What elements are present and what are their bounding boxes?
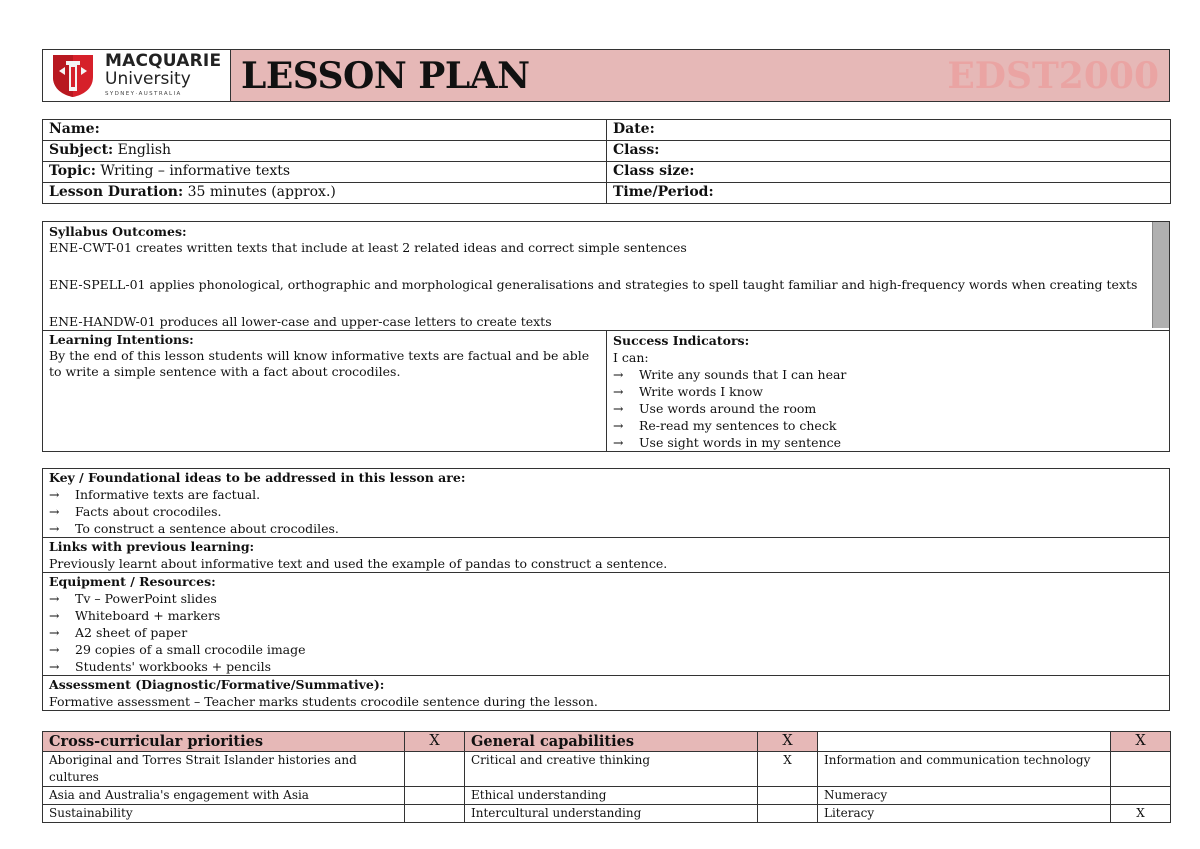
duration-field[interactable] <box>43 183 607 204</box>
date-label: Date: <box>613 121 655 137</box>
check-cell[interactable] <box>758 805 818 823</box>
lesson-plan-header <box>42 49 1170 102</box>
list-item-text: Use words around the room <box>639 401 817 416</box>
table-row <box>43 162 1171 183</box>
capability-cell: Ethical understanding <box>465 787 758 805</box>
equipment-heading: Equipment / Resources: <box>49 574 216 589</box>
logo-location: SYDNEY·AUSTRALIA <box>105 91 182 98</box>
time-period-label: Time/Period: <box>613 184 714 200</box>
topic-field[interactable] <box>43 162 607 183</box>
column-mark: X <box>758 732 818 752</box>
table-row <box>43 141 1171 162</box>
list-item <box>49 641 1163 658</box>
list-item-text: A2 sheet of paper <box>75 625 188 640</box>
capability-cell: Literacy <box>818 805 1111 823</box>
list-item-text: Write any sounds that I can hear <box>639 367 847 382</box>
check-cell[interactable] <box>1111 752 1171 787</box>
priority-cell: Asia and Australia's engagement with Asia <box>43 787 405 805</box>
priority-cell: Sustainability <box>43 805 405 823</box>
arrow-right-icon: → <box>49 591 60 606</box>
outcomes-section <box>42 221 1170 452</box>
previous-learning-heading: Links with previous learning: <box>49 539 255 554</box>
arrow-right-icon: → <box>49 487 60 502</box>
course-code: EDST2000 <box>947 54 1159 97</box>
column-mark: X <box>405 732 465 752</box>
list-item-text: Facts about crocodiles. <box>75 504 222 519</box>
list-item <box>613 366 1163 383</box>
time-period-field[interactable] <box>607 183 1171 204</box>
priorities-table <box>42 731 1171 823</box>
capability-cell: Intercultural understanding <box>465 805 758 823</box>
table-row <box>43 120 1171 141</box>
arrow-right-icon: → <box>49 642 60 657</box>
assessment-box[interactable] <box>43 676 1169 710</box>
capability-cell: Critical and creative thinking <box>465 752 758 787</box>
list-item <box>49 503 1163 520</box>
university-logo <box>43 50 231 101</box>
check-cell[interactable] <box>405 787 465 805</box>
list-item <box>613 417 1163 434</box>
outcome-item: ENE-HANDW-01 produces all lower-case and upper-case letters to create texts <box>49 314 552 329</box>
previous-learning-text: Previously learnt about informative text and used the example of pandas to construct a sentence. <box>49 556 668 571</box>
list-item <box>49 486 1163 503</box>
learning-intentions-heading: Learning Intentions: <box>49 332 194 347</box>
list-item <box>49 520 1163 537</box>
learning-intentions-text: By the end of this lesson students will know informative texts are factual and be able to write a simple sentence with a fact about crocodiles. <box>49 348 590 379</box>
arrow-right-icon: → <box>49 659 60 674</box>
arrow-right-icon: → <box>49 521 60 536</box>
table-row <box>43 183 1171 204</box>
list-item-text: Students' workbooks + pencils <box>75 659 272 674</box>
arrow-right-icon: → <box>613 384 624 399</box>
logo-wordmark-bottom: University <box>105 69 191 90</box>
subject-label: Subject: <box>49 142 114 158</box>
learning-intentions-box <box>43 331 607 451</box>
scrollbar[interactable] <box>1152 222 1169 328</box>
list-item <box>49 607 1163 624</box>
list-item-text: Re-read my sentences to check <box>639 418 837 433</box>
university-crest-icon <box>49 53 97 98</box>
syllabus-outcomes-heading: Syllabus Outcomes: <box>49 224 187 239</box>
table-header-row <box>43 732 1171 752</box>
arrow-right-icon: → <box>49 504 60 519</box>
arrow-right-icon: → <box>613 367 624 382</box>
list-item-text: Informative texts are factual. <box>75 487 261 502</box>
date-field[interactable] <box>607 120 1171 141</box>
class-field[interactable] <box>607 141 1171 162</box>
class-label: Class: <box>613 142 660 158</box>
outcome-item: ENE-CWT-01 creates written texts that include at least 2 related ideas and correct simple sentences <box>49 240 687 255</box>
list-item-text: Whiteboard + markers <box>75 608 221 623</box>
list-item <box>613 400 1163 417</box>
arrow-right-icon: → <box>49 608 60 623</box>
list-item <box>613 434 1163 451</box>
lesson-details-table <box>42 119 1171 204</box>
check-cell[interactable]: X <box>758 752 818 787</box>
topic-label: Topic: <box>49 163 96 179</box>
check-cell[interactable] <box>405 752 465 787</box>
name-label: Name: <box>49 121 100 137</box>
title-bar <box>231 50 1169 101</box>
syllabus-outcomes-box[interactable] <box>43 222 1169 330</box>
list-item-text: Write words I know <box>639 384 764 399</box>
topic-value: Writing – informative texts <box>95 163 291 179</box>
list-item-text: Use sight words in my sentence <box>639 435 842 450</box>
success-indicators-box <box>607 331 1169 451</box>
previous-learning-box[interactable] <box>43 538 1169 573</box>
list-item-text: 29 copies of a small crocodile image <box>75 642 306 657</box>
check-cell[interactable] <box>1111 787 1171 805</box>
check-cell[interactable] <box>405 805 465 823</box>
assessment-heading: Assessment (Diagnostic/Formative/Summative): <box>49 677 385 692</box>
list-item-text: To construct a sentence about crocodiles. <box>75 521 339 536</box>
logo-wordmark-top: MACQUARIE <box>105 51 222 72</box>
lesson-content-section <box>42 468 1170 711</box>
check-cell[interactable] <box>758 787 818 805</box>
subject-field[interactable] <box>43 141 607 162</box>
class-size-label: Class size: <box>613 163 695 179</box>
capability-cell: Numeracy <box>818 787 1111 805</box>
cross-curricular-heading: Cross-curricular priorities <box>43 732 405 752</box>
general-capabilities-heading: General capabilities <box>465 732 758 752</box>
capabilities-heading-blank <box>818 732 1111 752</box>
intentions-row <box>43 330 1169 451</box>
key-ideas-box[interactable] <box>43 469 1169 538</box>
capability-cell: Information and communication technology <box>818 752 1111 787</box>
table-row <box>43 805 1171 823</box>
list-item <box>613 383 1163 400</box>
arrow-right-icon: → <box>49 625 60 640</box>
outcome-item: ENE-SPELL-01 applies phonological, orthographic and morphological generalisations and strategies to spell taught familiar and high-frequency words when creating texts <box>49 277 1138 292</box>
list-item-text: Tv – PowerPoint slides <box>75 591 217 606</box>
success-indicators-heading: Success Indicators: <box>613 333 750 348</box>
arrow-right-icon: → <box>613 418 624 433</box>
equipment-box[interactable] <box>43 573 1169 676</box>
list-item <box>49 590 1163 607</box>
name-field[interactable] <box>43 120 607 141</box>
subject-value: English <box>113 142 172 158</box>
assessment-text: Formative assessment – Teacher marks students crocodile sentence during the lesson. <box>49 694 598 709</box>
arrow-right-icon: → <box>613 435 624 450</box>
duration-value: 35 minutes (approx.) <box>183 184 336 200</box>
arrow-right-icon: → <box>613 401 624 416</box>
check-cell[interactable]: X <box>1111 805 1171 823</box>
list-item <box>49 624 1163 641</box>
key-ideas-heading: Key / Foundational ideas to be addressed in this lesson are: <box>49 470 466 485</box>
table-row <box>43 752 1171 787</box>
column-mark: X <box>1111 732 1171 752</box>
table-row <box>43 787 1171 805</box>
success-intro: I can: <box>613 350 649 365</box>
list-item <box>49 658 1163 675</box>
duration-label: Lesson Duration: <box>49 184 184 200</box>
priority-cell: Aboriginal and Torres Strait Islander histories and cultures <box>43 752 405 787</box>
class-size-field[interactable] <box>607 162 1171 183</box>
page-title: LESSON PLAN <box>241 54 530 97</box>
